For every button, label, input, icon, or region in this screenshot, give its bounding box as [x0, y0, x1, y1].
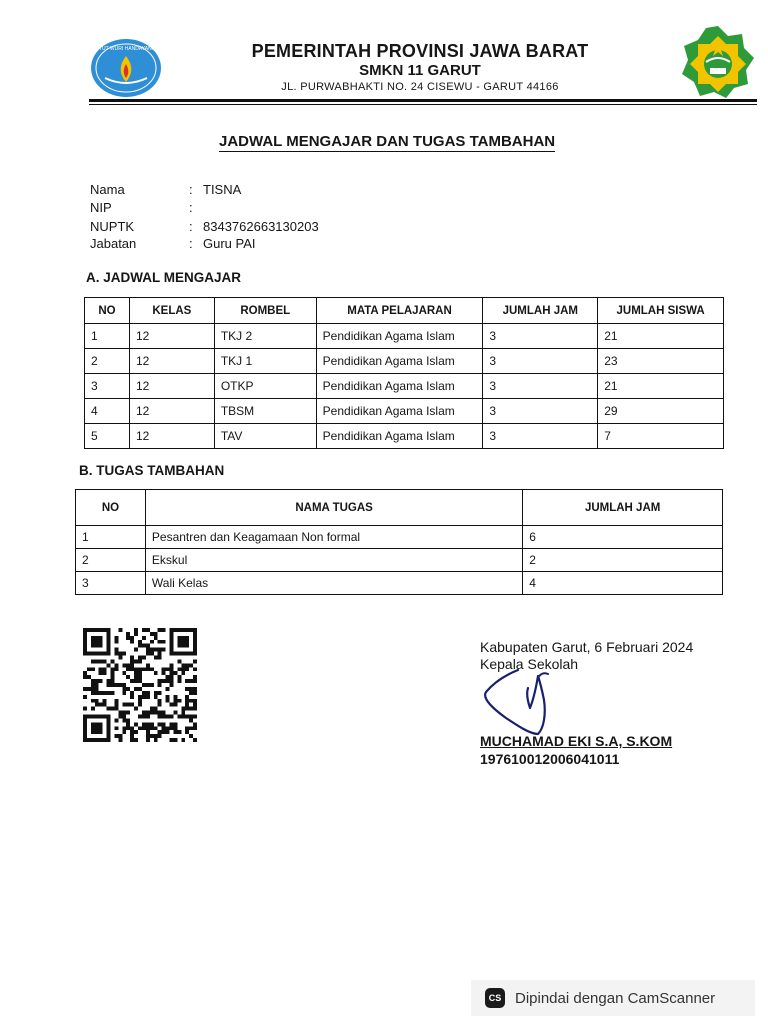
cell-nama-tugas: Pesantren dan Keagamaan Non formal — [145, 526, 522, 549]
identity-colon: : — [189, 182, 193, 197]
section-b-heading: B. TUGAS TAMBAHAN — [79, 463, 225, 478]
header-address: JL. PURWABHAKTI NO. 24 CISEWU - GARUT 44166 — [281, 81, 559, 93]
cell-no: 2 — [76, 549, 146, 572]
camscanner-icon: CS — [485, 988, 505, 1008]
cell-jumlah-jam: 3 — [483, 399, 598, 424]
table-row — [85, 324, 724, 349]
cell-no: 5 — [85, 424, 130, 449]
cell-jumlah-jam: 3 — [483, 424, 598, 449]
cell-rombel: TKJ 2 — [214, 324, 316, 349]
column-header-jumlah-jam: JUMLAH JAM — [483, 298, 598, 324]
identity-value-jabatan: Guru PAI — [203, 236, 256, 251]
camscanner-text: Dipindai dengan CamScanner — [515, 989, 716, 1007]
column-header-mata-pelajaran: MATA PELAJARAN — [316, 298, 483, 324]
cell-no: 3 — [76, 572, 146, 595]
teaching-schedule-table — [84, 297, 724, 449]
identity-label-nip: NIP — [90, 200, 112, 215]
cell-jumlah-jam: 6 — [523, 526, 723, 549]
cell-rombel: TBSM — [214, 399, 316, 424]
table-row — [76, 526, 723, 549]
table-row — [85, 424, 724, 449]
document-title: JADWAL MENGAJAR DAN TUGAS TAMBAHAN — [219, 133, 556, 150]
column-header-jumlah-jam: JUMLAH JAM — [523, 490, 723, 526]
identity-value-nama: TISNA — [203, 182, 242, 197]
cell-rombel: TKJ 1 — [214, 349, 316, 374]
camscanner-badge — [471, 980, 755, 1016]
column-header-jumlah-siswa: JUMLAH SISWA — [598, 298, 724, 324]
column-header-rombel: ROMBEL — [214, 298, 316, 324]
cell-nama-tugas: Ekskul — [145, 549, 522, 572]
cell-mata-pelajaran: Pendidikan Agama Islam — [316, 374, 483, 399]
identity-label-nuptk: NUPTK — [90, 219, 135, 234]
cell-jumlah-jam: 2 — [523, 549, 723, 572]
cell-rombel: TAV — [214, 424, 316, 449]
identity-label-jabatan: Jabatan — [90, 236, 137, 251]
cell-no: 2 — [85, 349, 130, 374]
cell-mata-pelajaran: Pendidikan Agama Islam — [316, 424, 483, 449]
cell-rombel: OTKP — [214, 374, 316, 399]
header-government-title: PEMERINTAH PROVINSI JAWA BARAT — [251, 41, 589, 61]
cell-jumlah-siswa: 29 — [598, 399, 724, 424]
identity-colon: : — [189, 236, 193, 251]
kemenag-logo — [680, 24, 756, 100]
cell-no: 1 — [76, 526, 146, 549]
cell-mata-pelajaran: Pendidikan Agama Islam — [316, 349, 483, 374]
identity-value-nuptk: 8343762663130203 — [203, 219, 319, 234]
column-header-no: NO — [85, 298, 130, 324]
table-row — [76, 549, 723, 572]
cell-kelas: 12 — [129, 424, 214, 449]
header-school-name: SMKN 11 GARUT — [359, 62, 481, 79]
header-divider-thick — [89, 99, 757, 102]
table-row — [85, 399, 724, 424]
cell-no: 4 — [85, 399, 130, 424]
column-header-no: NO — [76, 490, 146, 526]
table-row — [85, 349, 724, 374]
cell-mata-pelajaran: Pendidikan Agama Islam — [316, 324, 483, 349]
cell-nama-tugas: Wali Kelas — [145, 572, 522, 595]
table-row — [76, 572, 723, 595]
column-header-nama-tugas: NAMA TUGAS — [145, 490, 522, 526]
cell-jumlah-siswa: 23 — [598, 349, 724, 374]
cell-kelas: 12 — [129, 324, 214, 349]
signature-place-date: Kabupaten Garut, 6 Februari 2024 — [480, 639, 694, 655]
table-header-row — [85, 298, 724, 324]
identity-label-nama: Nama — [90, 182, 125, 197]
handwritten-signature-icon — [478, 668, 574, 742]
cell-kelas: 12 — [129, 374, 214, 399]
cell-mata-pelajaran: Pendidikan Agama Islam — [316, 399, 483, 424]
cell-jumlah-jam: 3 — [483, 374, 598, 399]
cell-no: 3 — [85, 374, 130, 399]
qr-code-icon — [82, 628, 198, 742]
cell-jumlah-siswa: 7 — [598, 424, 724, 449]
table-header-row — [76, 490, 723, 526]
additional-duties-table — [75, 489, 723, 595]
signature-role: Kepala Sekolah — [480, 656, 579, 672]
cell-jumlah-siswa: 21 — [598, 324, 724, 349]
cell-kelas: 12 — [129, 349, 214, 374]
cell-jumlah-jam: 3 — [483, 324, 598, 349]
table-row — [85, 374, 724, 399]
cell-jumlah-jam: 3 — [483, 349, 598, 374]
identity-colon: : — [189, 219, 193, 234]
column-header-kelas: KELAS — [129, 298, 214, 324]
section-a-heading: A. JADWAL MENGAJAR — [86, 270, 242, 285]
cell-jumlah-siswa: 21 — [598, 374, 724, 399]
identity-colon: : — [189, 200, 193, 215]
principal-nip: 197610012006041011 — [480, 751, 620, 767]
cell-no: 1 — [85, 324, 130, 349]
cell-kelas: 12 — [129, 399, 214, 424]
principal-name: MUCHAMAD EKI S.A, S.KOM — [480, 733, 673, 749]
tut-wuri-handayani-logo — [89, 38, 163, 98]
cell-jumlah-jam: 4 — [523, 572, 723, 595]
header-divider-thin — [89, 104, 757, 105]
svg-text:TUT WURI HANDAYANI: TUT WURI HANDAYANI — [98, 46, 154, 52]
